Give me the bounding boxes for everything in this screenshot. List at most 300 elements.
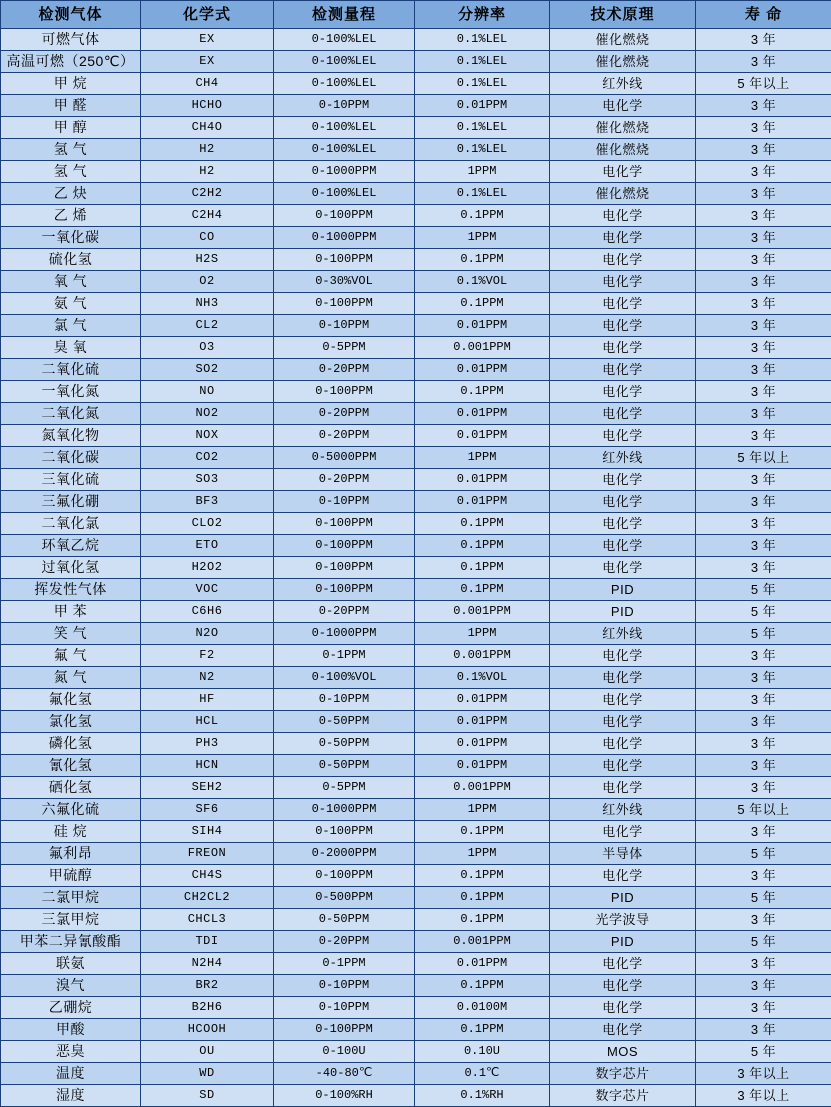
cell-lifetime: 3 年 — [696, 953, 831, 975]
table-row — [1, 1063, 831, 1085]
cell-resolution: 1PPM — [415, 161, 550, 183]
cell-formula: WD — [141, 1063, 274, 1085]
cell-range: 0-10PPM — [274, 997, 415, 1019]
cell-gas: 氢 气 — [1, 161, 141, 183]
cell-gas: 溴气 — [1, 975, 141, 997]
cell-formula: EX — [141, 51, 274, 73]
cell-formula: N2 — [141, 667, 274, 689]
cell-technology: 电化学 — [550, 95, 696, 117]
cell-resolution: 1PPM — [415, 447, 550, 469]
cell-formula: CH2CL2 — [141, 887, 274, 909]
cell-technology: 电化学 — [550, 997, 696, 1019]
cell-formula: H2 — [141, 139, 274, 161]
cell-formula: SD — [141, 1085, 274, 1107]
cell-resolution: 0.1PPM — [415, 865, 550, 887]
cell-technology: 数字芯片 — [550, 1063, 696, 1085]
table-row — [1, 623, 831, 645]
cell-formula: BR2 — [141, 975, 274, 997]
cell-formula: OU — [141, 1041, 274, 1063]
cell-formula: H2 — [141, 161, 274, 183]
cell-technology: 电化学 — [550, 227, 696, 249]
cell-technology: 红外线 — [550, 447, 696, 469]
cell-range: 0-20PPM — [274, 469, 415, 491]
table-row — [1, 205, 831, 227]
cell-resolution: 0.1PPM — [415, 579, 550, 601]
cell-technology: 红外线 — [550, 623, 696, 645]
cell-resolution: 0.001PPM — [415, 337, 550, 359]
table-row — [1, 1085, 831, 1107]
cell-formula: HCOOH — [141, 1019, 274, 1041]
cell-gas: 氨 气 — [1, 293, 141, 315]
cell-gas: 湿度 — [1, 1085, 141, 1107]
cell-resolution: 0.01PPM — [415, 755, 550, 777]
table-row — [1, 337, 831, 359]
cell-technology: 催化燃烧 — [550, 51, 696, 73]
cell-lifetime: 3 年 — [696, 469, 831, 491]
cell-formula: CO — [141, 227, 274, 249]
cell-formula: CO2 — [141, 447, 274, 469]
cell-technology: 催化燃烧 — [550, 117, 696, 139]
cell-lifetime: 3 年 — [696, 755, 831, 777]
cell-technology: 电化学 — [550, 975, 696, 997]
cell-technology: 电化学 — [550, 821, 696, 843]
cell-gas: 温度 — [1, 1063, 141, 1085]
cell-range: 0-1PPM — [274, 953, 415, 975]
cell-gas: 二氧化氯 — [1, 513, 141, 535]
cell-technology: PID — [550, 601, 696, 623]
cell-gas: 氮 气 — [1, 667, 141, 689]
cell-resolution: 0.1PPM — [415, 1019, 550, 1041]
cell-technology: 电化学 — [550, 865, 696, 887]
cell-formula: O2 — [141, 271, 274, 293]
cell-technology: 电化学 — [550, 491, 696, 513]
cell-gas: 甲苯二异氰酸酯 — [1, 931, 141, 953]
cell-lifetime: 3 年 — [696, 645, 831, 667]
table-body — [1, 29, 831, 1107]
cell-range: 0-100%LEL — [274, 117, 415, 139]
cell-range: 0-10PPM — [274, 491, 415, 513]
cell-lifetime: 3 年 — [696, 513, 831, 535]
table-row — [1, 469, 831, 491]
cell-range: 0-10PPM — [274, 95, 415, 117]
cell-gas: 环氧乙烷 — [1, 535, 141, 557]
cell-formula: CHCL3 — [141, 909, 274, 931]
cell-technology: 电化学 — [550, 315, 696, 337]
cell-gas: 氯 气 — [1, 315, 141, 337]
cell-range: 0-100PPM — [274, 293, 415, 315]
table-header-row — [1, 1, 831, 29]
cell-formula: HCN — [141, 755, 274, 777]
table-row — [1, 689, 831, 711]
cell-resolution: 0.1%RH — [415, 1085, 550, 1107]
cell-formula: CH4 — [141, 73, 274, 95]
cell-range: 0-100%LEL — [274, 139, 415, 161]
table-row — [1, 799, 831, 821]
cell-resolution: 0.1PPM — [415, 293, 550, 315]
cell-range: 0-100PPM — [274, 513, 415, 535]
cell-lifetime: 3 年 — [696, 733, 831, 755]
table-row — [1, 51, 831, 73]
cell-technology: 电化学 — [550, 205, 696, 227]
cell-technology: 电化学 — [550, 469, 696, 491]
cell-gas: 氧 气 — [1, 271, 141, 293]
cell-lifetime: 3 年 — [696, 359, 831, 381]
cell-formula: ETO — [141, 535, 274, 557]
table-row — [1, 843, 831, 865]
table-row — [1, 931, 831, 953]
cell-lifetime: 3 年 — [696, 777, 831, 799]
cell-technology: 电化学 — [550, 711, 696, 733]
table-row — [1, 667, 831, 689]
cell-gas: 笑 气 — [1, 623, 141, 645]
cell-range: 0-1000PPM — [274, 227, 415, 249]
table-row — [1, 161, 831, 183]
cell-gas: 甲硫醇 — [1, 865, 141, 887]
cell-lifetime: 3 年 — [696, 821, 831, 843]
cell-technology: 电化学 — [550, 535, 696, 557]
table-row — [1, 359, 831, 381]
cell-lifetime: 3 年 — [696, 95, 831, 117]
cell-range: 0-100PPM — [274, 557, 415, 579]
cell-formula: HF — [141, 689, 274, 711]
cell-range: 0-1PPM — [274, 645, 415, 667]
cell-technology: PID — [550, 579, 696, 601]
cell-resolution: 0.1℃ — [415, 1063, 550, 1085]
cell-range: 0-20PPM — [274, 425, 415, 447]
table-row — [1, 403, 831, 425]
cell-resolution: 0.001PPM — [415, 601, 550, 623]
cell-gas: 氟化氢 — [1, 689, 141, 711]
cell-resolution: 0.1%VOL — [415, 271, 550, 293]
cell-range: 0-100PPM — [274, 535, 415, 557]
cell-lifetime: 5 年 — [696, 931, 831, 953]
cell-lifetime: 3 年 — [696, 161, 831, 183]
cell-formula: EX — [141, 29, 274, 51]
table-row — [1, 733, 831, 755]
table-row — [1, 909, 831, 931]
cell-range: 0-100%LEL — [274, 29, 415, 51]
table-row — [1, 29, 831, 51]
cell-resolution: 0.01PPM — [415, 733, 550, 755]
cell-technology: PID — [550, 887, 696, 909]
cell-technology: 电化学 — [550, 381, 696, 403]
cell-resolution: 0.01PPM — [415, 403, 550, 425]
cell-gas: 甲酸 — [1, 1019, 141, 1041]
cell-range: 0-100PPM — [274, 205, 415, 227]
cell-gas: 二氧化氮 — [1, 403, 141, 425]
table-row — [1, 557, 831, 579]
cell-technology: 电化学 — [550, 777, 696, 799]
cell-resolution: 0.1PPM — [415, 513, 550, 535]
cell-gas: 乙 炔 — [1, 183, 141, 205]
cell-lifetime: 5 年 — [696, 623, 831, 645]
cell-range: 0-50PPM — [274, 909, 415, 931]
cell-lifetime: 3 年 — [696, 711, 831, 733]
cell-technology: 电化学 — [550, 689, 696, 711]
cell-lifetime: 3 年 — [696, 227, 831, 249]
cell-lifetime: 3 年 — [696, 689, 831, 711]
cell-lifetime: 5 年 — [696, 579, 831, 601]
cell-lifetime: 3 年 — [696, 865, 831, 887]
cell-resolution: 1PPM — [415, 843, 550, 865]
cell-technology: 电化学 — [550, 161, 696, 183]
cell-range: 0-100%LEL — [274, 183, 415, 205]
cell-formula: CL2 — [141, 315, 274, 337]
cell-formula: SO2 — [141, 359, 274, 381]
cell-technology: 电化学 — [550, 953, 696, 975]
cell-formula: C6H6 — [141, 601, 274, 623]
table-row — [1, 535, 831, 557]
cell-range: 0-20PPM — [274, 403, 415, 425]
cell-gas: 三氟化硼 — [1, 491, 141, 513]
table-row — [1, 249, 831, 271]
cell-gas: 乙硼烷 — [1, 997, 141, 1019]
cell-lifetime: 5 年 — [696, 601, 831, 623]
cell-formula: CLO2 — [141, 513, 274, 535]
cell-formula: H2O2 — [141, 557, 274, 579]
cell-resolution: 0.1%LEL — [415, 183, 550, 205]
cell-formula: O3 — [141, 337, 274, 359]
table-row — [1, 425, 831, 447]
cell-formula: NH3 — [141, 293, 274, 315]
cell-technology: 电化学 — [550, 249, 696, 271]
cell-lifetime: 3 年 — [696, 909, 831, 931]
cell-range: 0-5000PPM — [274, 447, 415, 469]
cell-lifetime: 3 年 — [696, 271, 831, 293]
cell-range: 0-100%LEL — [274, 73, 415, 95]
table-row — [1, 73, 831, 95]
table-header — [1, 1, 831, 29]
table-row — [1, 777, 831, 799]
cell-formula: NO — [141, 381, 274, 403]
cell-gas: 甲 醇 — [1, 117, 141, 139]
cell-gas: 甲 醛 — [1, 95, 141, 117]
cell-resolution: 0.1PPM — [415, 975, 550, 997]
cell-technology: 数字芯片 — [550, 1085, 696, 1107]
column-header-resolution: 分辨率 — [415, 1, 550, 29]
table-row — [1, 95, 831, 117]
cell-resolution: 0.1PPM — [415, 535, 550, 557]
cell-lifetime: 3 年 — [696, 425, 831, 447]
cell-gas: 氟 气 — [1, 645, 141, 667]
cell-formula: C2H4 — [141, 205, 274, 227]
cell-formula: SEH2 — [141, 777, 274, 799]
cell-range: 0-50PPM — [274, 733, 415, 755]
cell-resolution: 0.01PPM — [415, 359, 550, 381]
cell-formula: PH3 — [141, 733, 274, 755]
cell-resolution: 0.1PPM — [415, 909, 550, 931]
cell-technology: 半导体 — [550, 843, 696, 865]
cell-technology: 电化学 — [550, 557, 696, 579]
cell-technology: 电化学 — [550, 733, 696, 755]
cell-resolution: 0.10U — [415, 1041, 550, 1063]
cell-resolution: 0.001PPM — [415, 645, 550, 667]
cell-gas: 恶臭 — [1, 1041, 141, 1063]
cell-range: 0-100%LEL — [274, 51, 415, 73]
cell-formula: TDI — [141, 931, 274, 953]
cell-resolution: 0.1PPM — [415, 205, 550, 227]
cell-range: 0-100%VOL — [274, 667, 415, 689]
cell-technology: 电化学 — [550, 755, 696, 777]
cell-gas: 联氨 — [1, 953, 141, 975]
cell-gas: 硫化氢 — [1, 249, 141, 271]
cell-range: 0-2000PPM — [274, 843, 415, 865]
cell-lifetime: 3 年 — [696, 975, 831, 997]
cell-range: 0-50PPM — [274, 755, 415, 777]
cell-resolution: 0.01PPM — [415, 953, 550, 975]
cell-gas: 甲 烷 — [1, 73, 141, 95]
cell-technology: 红外线 — [550, 799, 696, 821]
cell-lifetime: 3 年 — [696, 535, 831, 557]
cell-formula: SF6 — [141, 799, 274, 821]
cell-technology: 电化学 — [550, 293, 696, 315]
cell-resolution: 1PPM — [415, 227, 550, 249]
cell-range: 0-100PPM — [274, 249, 415, 271]
cell-lifetime: 3 年 — [696, 381, 831, 403]
cell-technology: 光学波导 — [550, 909, 696, 931]
cell-formula: HCL — [141, 711, 274, 733]
cell-gas: 高温可燃（250℃） — [1, 51, 141, 73]
cell-range: 0-5PPM — [274, 337, 415, 359]
cell-gas: 氟利昂 — [1, 843, 141, 865]
cell-formula: SIH4 — [141, 821, 274, 843]
cell-formula: SO3 — [141, 469, 274, 491]
cell-resolution: 0.1%LEL — [415, 29, 550, 51]
table-row — [1, 755, 831, 777]
cell-technology: 催化燃烧 — [550, 183, 696, 205]
cell-range: 0-1000PPM — [274, 161, 415, 183]
cell-formula: F2 — [141, 645, 274, 667]
cell-resolution: 0.01PPM — [415, 315, 550, 337]
cell-technology: 催化燃烧 — [550, 139, 696, 161]
cell-gas: 氢 气 — [1, 139, 141, 161]
cell-range: 0-20PPM — [274, 601, 415, 623]
cell-formula: VOC — [141, 579, 274, 601]
cell-resolution: 0.1%LEL — [415, 117, 550, 139]
cell-resolution: 0.1%VOL — [415, 667, 550, 689]
cell-range: 0-5PPM — [274, 777, 415, 799]
table-row — [1, 381, 831, 403]
cell-technology: 电化学 — [550, 271, 696, 293]
table-row — [1, 887, 831, 909]
table-row — [1, 513, 831, 535]
cell-formula: H2S — [141, 249, 274, 271]
cell-gas: 乙 烯 — [1, 205, 141, 227]
cell-resolution: 0.1PPM — [415, 381, 550, 403]
cell-formula: C2H2 — [141, 183, 274, 205]
cell-gas: 一氧化氮 — [1, 381, 141, 403]
table-row — [1, 975, 831, 997]
cell-resolution: 0.1%LEL — [415, 139, 550, 161]
cell-resolution: 0.1%LEL — [415, 73, 550, 95]
cell-technology: PID — [550, 931, 696, 953]
cell-range: 0-100%RH — [274, 1085, 415, 1107]
table-row — [1, 117, 831, 139]
cell-lifetime: 3 年以上 — [696, 1063, 831, 1085]
cell-formula: HCHO — [141, 95, 274, 117]
cell-resolution: 0.01PPM — [415, 711, 550, 733]
cell-gas: 二氧化硫 — [1, 359, 141, 381]
cell-formula: N2H4 — [141, 953, 274, 975]
cell-range: 0-10PPM — [274, 315, 415, 337]
cell-formula: B2H6 — [141, 997, 274, 1019]
cell-lifetime: 3 年 — [696, 315, 831, 337]
cell-lifetime: 3 年 — [696, 337, 831, 359]
cell-resolution: 0.01PPM — [415, 425, 550, 447]
table-row — [1, 139, 831, 161]
cell-range: 0-100PPM — [274, 381, 415, 403]
cell-lifetime: 3 年 — [696, 205, 831, 227]
cell-lifetime: 3 年 — [696, 249, 831, 271]
cell-gas: 二氧化碳 — [1, 447, 141, 469]
cell-range: 0-100PPM — [274, 1019, 415, 1041]
cell-range: 0-1000PPM — [274, 623, 415, 645]
cell-lifetime: 5 年以上 — [696, 447, 831, 469]
cell-lifetime: 3 年 — [696, 29, 831, 51]
table-row — [1, 447, 831, 469]
cell-range: 0-100PPM — [274, 865, 415, 887]
cell-resolution: 0.01PPM — [415, 491, 550, 513]
cell-gas: 过氧化氢 — [1, 557, 141, 579]
table-row — [1, 601, 831, 623]
cell-formula: CH4S — [141, 865, 274, 887]
cell-resolution: 0.01PPM — [415, 689, 550, 711]
cell-technology: 电化学 — [550, 1019, 696, 1041]
cell-range: 0-100U — [274, 1041, 415, 1063]
table-row — [1, 491, 831, 513]
cell-range: 0-50PPM — [274, 711, 415, 733]
table-row — [1, 271, 831, 293]
cell-gas: 甲 苯 — [1, 601, 141, 623]
cell-gas: 硅 烷 — [1, 821, 141, 843]
cell-resolution: 0.001PPM — [415, 931, 550, 953]
cell-technology: 电化学 — [550, 403, 696, 425]
cell-gas: 一氧化碳 — [1, 227, 141, 249]
cell-range: 0-100PPM — [274, 821, 415, 843]
cell-lifetime: 3 年 — [696, 117, 831, 139]
cell-formula: BF3 — [141, 491, 274, 513]
table-row — [1, 645, 831, 667]
cell-resolution: 0.1PPM — [415, 821, 550, 843]
cell-lifetime: 5 年以上 — [696, 73, 831, 95]
cell-technology: 催化燃烧 — [550, 29, 696, 51]
cell-lifetime: 3 年以上 — [696, 1085, 831, 1107]
cell-gas: 三氯甲烷 — [1, 909, 141, 931]
cell-lifetime: 3 年 — [696, 139, 831, 161]
table-row — [1, 711, 831, 733]
cell-lifetime: 5 年以上 — [696, 799, 831, 821]
cell-gas: 挥发性气体 — [1, 579, 141, 601]
cell-resolution: 0.0100M — [415, 997, 550, 1019]
cell-lifetime: 3 年 — [696, 557, 831, 579]
table-row — [1, 1019, 831, 1041]
table-row — [1, 183, 831, 205]
cell-lifetime: 5 年 — [696, 843, 831, 865]
table-row — [1, 293, 831, 315]
column-header-gas: 检测气体 — [1, 1, 141, 29]
cell-technology: 电化学 — [550, 667, 696, 689]
table-row — [1, 227, 831, 249]
cell-formula: NOX — [141, 425, 274, 447]
cell-gas: 六氟化硫 — [1, 799, 141, 821]
cell-gas: 三氧化硫 — [1, 469, 141, 491]
cell-range: 0-10PPM — [274, 689, 415, 711]
cell-formula: NO2 — [141, 403, 274, 425]
cell-range: 0-30%VOL — [274, 271, 415, 293]
cell-gas: 硒化氢 — [1, 777, 141, 799]
cell-gas: 氯化氢 — [1, 711, 141, 733]
cell-technology: 电化学 — [550, 337, 696, 359]
